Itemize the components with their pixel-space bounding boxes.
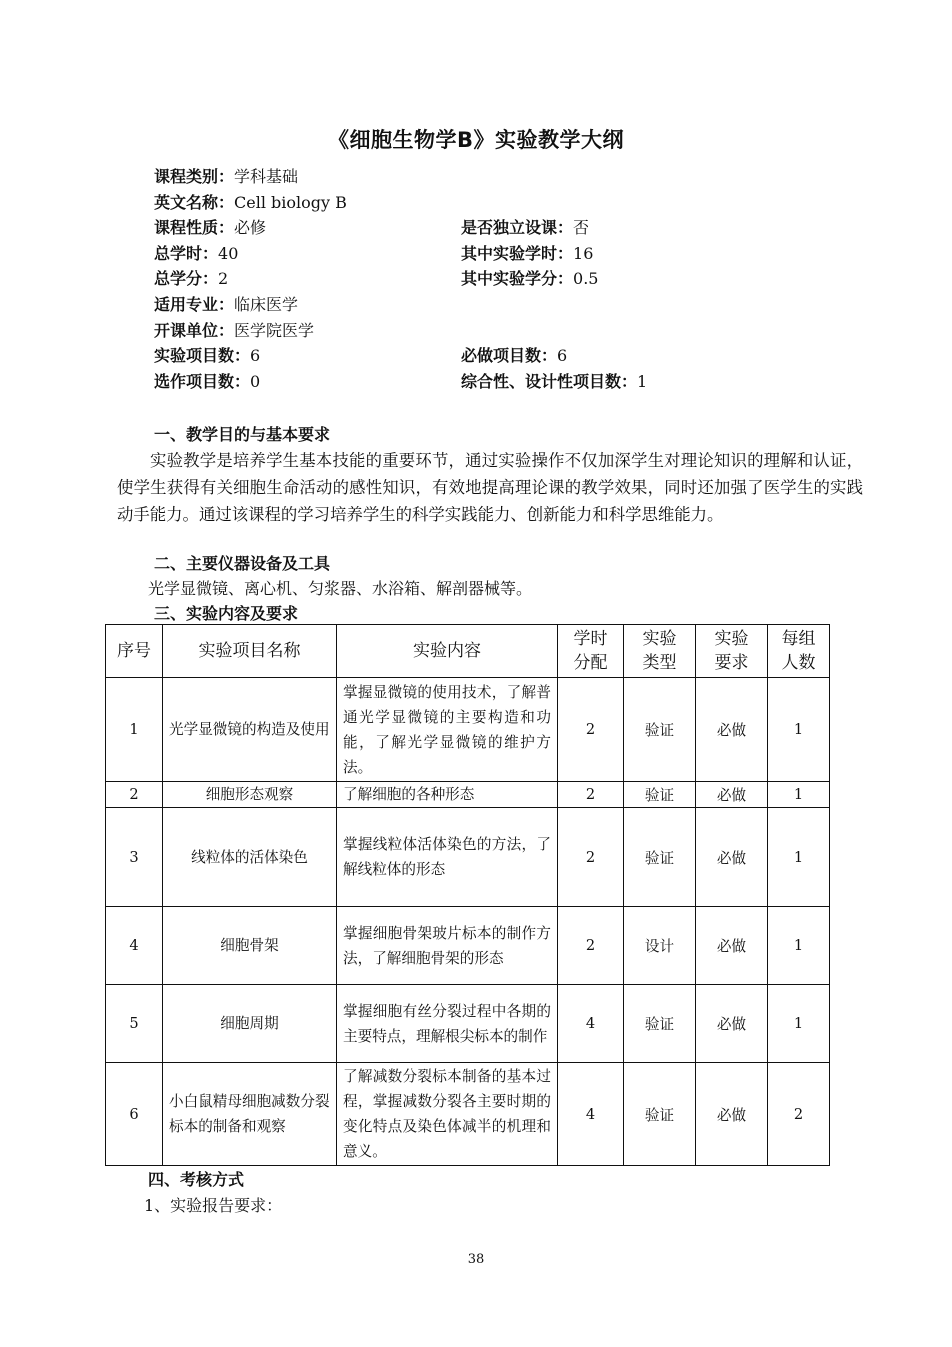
section-1-heading: 一、教学目的与基本要求 <box>154 425 331 444</box>
header-group-text: 每组人数 <box>781 629 816 673</box>
table-row <box>106 985 830 1063</box>
row-group: 1 <box>768 808 830 907</box>
lab-hours-label: 其中实验学时： <box>461 243 574 263</box>
course-nature-value: 必修 <box>234 218 267 238</box>
row-type: 验证 <box>624 808 696 907</box>
header-req-text: 实验要求 <box>714 629 749 673</box>
row-type: 验证 <box>624 782 696 808</box>
table-row <box>106 907 830 985</box>
section-1-body: 实验教学是培养学生基本技能的重要环节，通过实验操作不仅加深学生对理论知识的理解和认证，使学生获得有关细胞生命活动的感性知识，有效地提高理论课的教学效果，同时还加强了医学生的实践动手能力。通过该课程的学习培养学生的科学实践能力、创新能力和科学思维能力。 <box>117 451 863 524</box>
row-name: 细胞形态观察 <box>163 782 337 808</box>
info-row-course-type <box>154 164 794 190</box>
lab-hours-value: 16 <box>573 243 594 263</box>
info-row-projects <box>154 343 794 369</box>
required-count-field <box>461 343 567 369</box>
section-4-item-1: 1、实验报告要求： <box>144 1196 283 1215</box>
table-header-row <box>106 625 830 678</box>
info-row-nature <box>154 215 794 241</box>
header-req <box>696 625 768 678</box>
row-hours: 2 <box>558 808 624 907</box>
section-4-heading: 四、考核方式 <box>148 1170 245 1189</box>
design-count-field <box>461 369 647 395</box>
row-type: 设计 <box>624 907 696 985</box>
row-req: 必做 <box>696 1063 768 1166</box>
elective-count-label: 选作项目数： <box>154 371 251 391</box>
experiment-table <box>105 624 830 1166</box>
independent-field <box>461 215 589 241</box>
course-type-value: 学科基础 <box>234 167 299 186</box>
row-no: 5 <box>106 985 163 1063</box>
row-name: 细胞骨架 <box>163 907 337 985</box>
header-type-text: 实验类型 <box>642 629 677 673</box>
section-2-body: 光学显微镜、离心机、匀浆器、水浴箱、解剖器械等。 <box>148 579 533 598</box>
row-req: 必做 <box>696 907 768 985</box>
row-type: 验证 <box>624 678 696 782</box>
row-content: 掌握细胞有丝分裂过程中各期的主要特点，理解根尖标本的制作 <box>337 985 558 1063</box>
project-count-label: 实验项目数： <box>154 346 251 366</box>
info-row-credits <box>154 266 794 292</box>
info-row-unit <box>154 318 794 344</box>
header-hours-text: 学时分配 <box>573 629 608 673</box>
major-value: 临床医学 <box>234 294 299 314</box>
row-name: 小白鼠精母细胞减数分裂标本的制备和观察 <box>163 1063 337 1166</box>
english-name-value: Cell biology B <box>234 192 347 212</box>
row-hours: 4 <box>558 985 624 1063</box>
row-no: 1 <box>106 678 163 782</box>
row-hours: 2 <box>558 782 624 808</box>
row-name: 光学显微镜的构造及使用 <box>163 678 337 782</box>
row-no: 6 <box>106 1063 163 1166</box>
table-row <box>106 678 830 782</box>
total-hours-label: 总学时： <box>154 243 219 263</box>
row-content: 了解细胞的各种形态 <box>337 782 558 808</box>
row-name: 细胞周期 <box>163 985 337 1063</box>
lab-credits-value: 0.5 <box>573 269 599 289</box>
row-content: 掌握线粒体活体染色的方法，了解线粒体的形态 <box>337 808 558 907</box>
info-row-major <box>154 292 794 318</box>
row-type: 验证 <box>624 985 696 1063</box>
row-req: 必做 <box>696 985 768 1063</box>
lab-hours-field <box>461 241 593 267</box>
header-group <box>768 625 830 678</box>
row-hours: 2 <box>558 678 624 782</box>
row-hours: 2 <box>558 907 624 985</box>
row-group: 1 <box>768 678 830 782</box>
row-group: 1 <box>768 782 830 808</box>
row-content: 掌握细胞骨架玻片标本的制作方法，了解细胞骨架的形态 <box>337 907 558 985</box>
row-type: 验证 <box>624 1063 696 1166</box>
header-hours <box>558 625 624 678</box>
course-nature-label: 课程性质： <box>154 218 235 238</box>
course-type-label: 课程类别： <box>154 167 235 186</box>
row-hours: 4 <box>558 1063 624 1166</box>
page-number: 38 <box>467 1252 485 1267</box>
course-info <box>154 164 794 394</box>
independent-label: 是否独立设课： <box>461 218 574 238</box>
table-row <box>106 808 830 907</box>
lab-credits-field <box>461 266 598 292</box>
section-2-heading: 二、主要仪器设备及工具 <box>154 554 331 573</box>
header-type <box>624 625 696 678</box>
total-credits-label: 总学分： <box>154 269 219 289</box>
table-row <box>106 782 830 808</box>
header-name: 实验项目名称 <box>163 625 337 678</box>
row-no: 4 <box>106 907 163 985</box>
design-count-label: 综合性、设计性项目数： <box>461 371 638 391</box>
row-group: 1 <box>768 907 830 985</box>
total-hours-value: 40 <box>218 243 239 263</box>
unit-value: 医学院医学 <box>234 320 315 340</box>
row-no: 2 <box>106 782 163 808</box>
header-content: 实验内容 <box>337 625 558 678</box>
major-label: 适用专业： <box>154 294 235 314</box>
required-count-label: 必做项目数： <box>461 346 558 366</box>
info-row-english-name <box>154 190 794 216</box>
header-no: 序号 <box>106 625 163 678</box>
required-count-value: 6 <box>557 346 568 366</box>
unit-label: 开课单位： <box>154 320 235 340</box>
document-title: 《细胞生物学B》实验教学大纲 <box>327 128 624 152</box>
table-row <box>106 1063 830 1166</box>
row-name: 线粒体的活体染色 <box>163 808 337 907</box>
row-group: 1 <box>768 985 830 1063</box>
row-content: 掌握显微镜的使用技术，了解普通光学显微镜的主要构造和功能，了解光学显微镜的维护方法。 <box>337 678 558 782</box>
info-row-hours <box>154 241 794 267</box>
project-count-value: 6 <box>250 346 261 366</box>
design-count-value: 1 <box>637 371 648 391</box>
lab-credits-label: 其中实验学分： <box>461 269 574 289</box>
row-content: 了解减数分裂标本制备的基本过程，掌握减数分裂各主要时期的变化特点及染色体减半的机理和意义。 <box>337 1063 558 1166</box>
row-req: 必做 <box>696 808 768 907</box>
info-row-elective <box>154 369 794 395</box>
independent-value: 否 <box>573 218 590 238</box>
row-req: 必做 <box>696 678 768 782</box>
row-req: 必做 <box>696 782 768 808</box>
row-no: 3 <box>106 808 163 907</box>
total-credits-value: 2 <box>218 269 229 289</box>
elective-count-value: 0 <box>250 371 261 391</box>
english-name-label: 英文名称： <box>154 192 235 212</box>
section-3-heading: 三、实验内容及要求 <box>154 604 299 623</box>
row-group: 2 <box>768 1063 830 1166</box>
